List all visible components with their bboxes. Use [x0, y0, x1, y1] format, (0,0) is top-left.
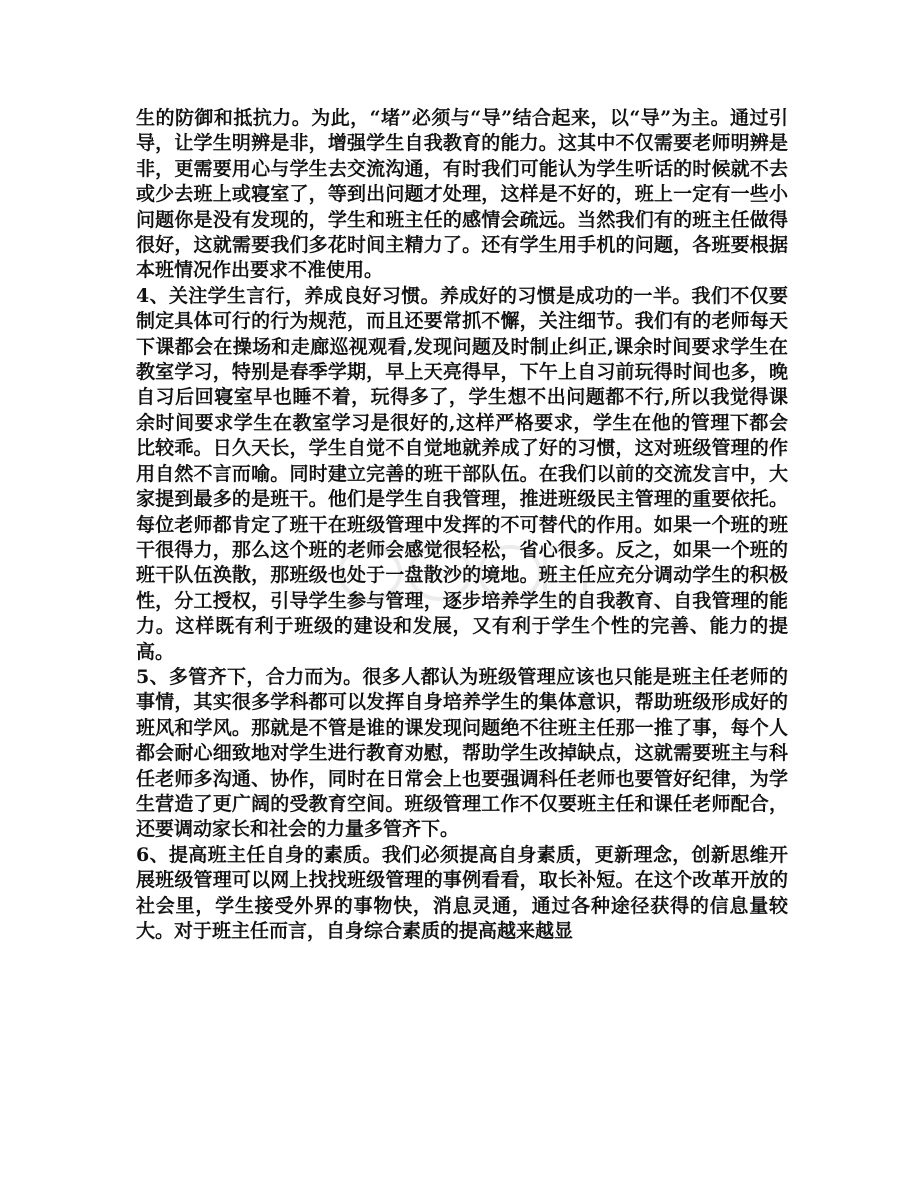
paragraph-item-5: 5、多管齐下，合力而为。很多人都认为班级管理应该也只能是班主任老师的事情，其实很多学科都可以发挥自身培养学生的集体意识，帮助班级形成好的班风和学风。那就是不管是谁的课发现问题绝不往班主任那一推了事，每个人都会耐心细致地对学生进行教育劝慰，帮助学生改掉缺点，这就需要班主与科任老师多沟通、协作，同时在日常会上也要强调科任老师也要管好纪律，为学生营造了更广阔的受教育空间。班级管理工作不仅要班主任和课任老师配合，还要调动家长和社会的力量多管齐下。: [136, 665, 788, 841]
paragraph-continuation: 生的防御和抵抗力。为此，“堵”必须与“导”结合起来，以“导”为主。通过引导，让学生明辨是非，增强学生自我教育的能力。这其中不仅需要老师明辨是非，更需要用心与学生去交流沟通，有时我们可能认为学生听话的时候就不去或少去班上或寝室了，等到出问题才处理，这样是不好的，班上一定有一些小问题你是没有发现的，学生和班主任的感情会疏远。当然我们有的班主任做得很好，这就需要我们多花时间主精力了。还有学生用手机的问题，各班要根据本班情况作出要求不准使用。: [136, 107, 788, 282]
paragraph-item-4: 4、关注学生言行，养成良好习惯。养成好的习惯是成功的一半。我们不仅要制定具体可行的行为规范，而且还要常抓不懈，关注细节。我们有的老师每天下课都会在操场和走廊巡视观看,发现问题及时制止纠正,课余时间要求学生在教室学习，特别是春季学期，早上天亮得早，下午上自习前玩得时间也多，晚自习后回寝室早也睡不着，玩得多了，学生想不出问题都不行,所以我觉得课余时间要求学生在教室学习是很好的,这样严格要求，学生在他的管理下都会比较乖。日久天长，学生自觉不自觉地就养成了好的习惯，这对班级管理的作用自然不言而喻。同时建立完善的班干部队伍。在我们以前的交流发言中，大家提到最多的是班干。他们是学生自我管理，推进班级民主管理的重要依托。每位老师都肯定了班干在班级管理中发挥的不可替代的作用。如果一个班的班干很得力，那么这个班的老师会感觉很轻松，省心很多。反之，如果一个班的班干队伍涣散，那班级也处于一盘散沙的境地。班主任应充分调动学生的积极性，分工授权，引导学生参与管理，逐步培养学生的自我教育、自我管理的能力。这样既有利于班级的建设和发展，又有利于学生个性的完善、能力的提高。: [136, 284, 788, 663]
paragraph-item-6: 6、提高班主任自身的素质。我们必须提高自身素质，更新理念，创新思维开展班级管理可以网上找找班级管理的事例看看，取长补短。在这个改革开放的社会里，学生接受外界的事物快，消息灵通，通过各种途径获得的信息量较大。对于班主任而言，自身综合素质的提高越来越显: [136, 843, 788, 942]
document-body: [136, 106, 788, 944]
